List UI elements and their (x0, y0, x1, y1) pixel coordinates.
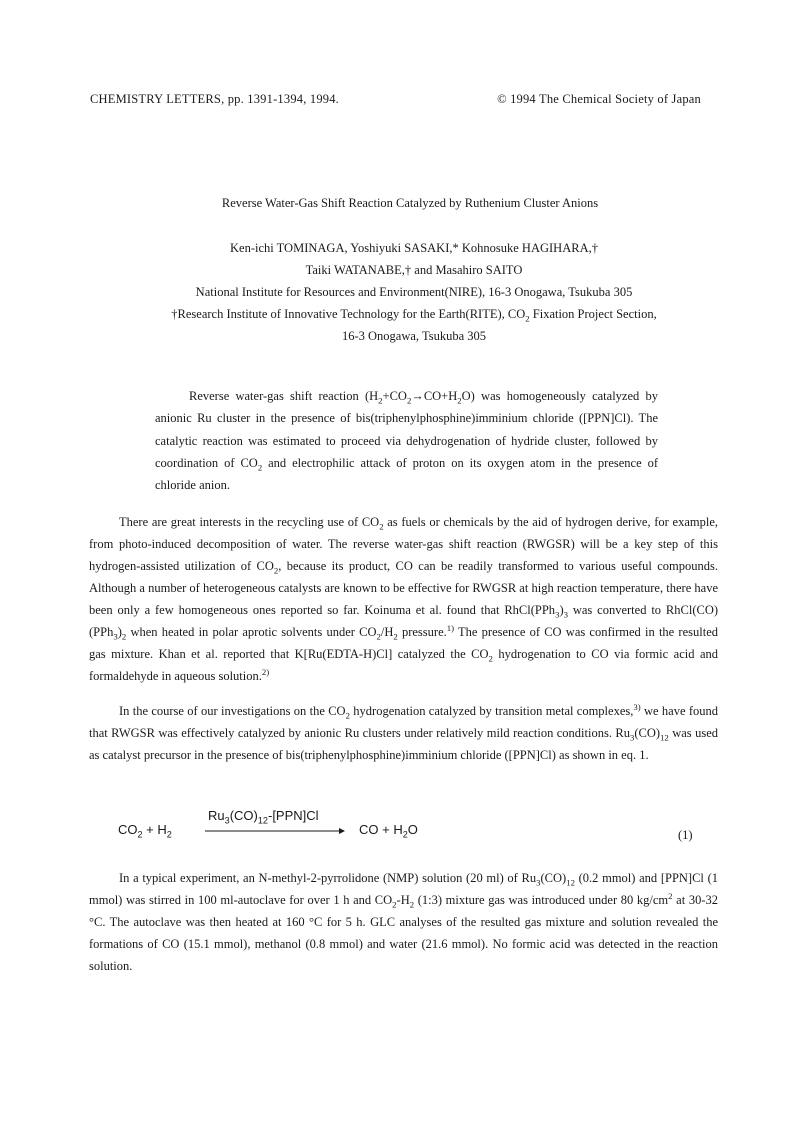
reference-1: 1) (446, 622, 455, 633)
equation-reactants: $CO_2 + H_2$ (118, 822, 172, 840)
reaction-arrow-icon (205, 827, 345, 835)
affiliation-3: 16-3 Onogawa, Tsukuba 305 (341, 329, 486, 343)
article-title: Reverse Water-Gas Shift Reaction Catalyzed by Ruthenium Cluster Anions (221, 196, 599, 210)
paragraph-investigation: In the course of our investigations on the $CO_2$ hydrogenation catalyzed by transition metal complexes,$^{3)}$ we have found that RWGSR was effectively catalyzed by anionic Ru clusters under relatively mild reaction conditions. $Ru_3(CO)_{12}$ was used as catalyst precursor in the presence of bis(triphenylphosphine)imminium chloride ([PPN]Cl) as shown in eq. 1. (89, 701, 718, 762)
journal-citation: CHEMISTRY LETTERS, pp. 1391-1394, 1994. (90, 92, 340, 106)
abstract: Reverse water-gas shift reaction $(H_2+CO_2\to CO+H_2O)$ was homogeneously catalyzed by anionic Ru cluster in the presence of bis(triphenylphosphine)imminium chloride ([PPN]Cl). The catalytic reaction was estimated to proceed via dehydrogenation of hydride cluster, followed by coordination of $CO_2$ and electrophilic attack of proton on its oxygen atom in the presence of chloride anion. (155, 389, 658, 493)
affiliation-2: †Research Institute of Innovative Technology for the Earth(RITE), $CO_2$ Fixation Project Section, (171, 307, 657, 324)
author-line-1: Ken-ichi TOMINAGA, Yoshiyuki SASAKI,* Kohnosuke HAGIHARA,† (230, 241, 598, 255)
equation-catalyst: $Ru_3(CO)_{12}-[PPN]Cl$ (208, 808, 319, 826)
author-line-2: Taiki WATANABE,† and Masahiro SAITO (305, 263, 523, 277)
copyright-notice: © 1994 The Chemical Society of Japan (497, 92, 701, 106)
paragraph-introduction: There are great interests in the recycling use of $CO_2$ as fuels or chemicals by the aid of hydrogen derive, for example, from photo-induced decomposition of water. The reverse water-gas shift reaction (RWGSR) will be a key step of this hydrogen-assisted utilization of $CO_2$, because its product, CO can be readily transformed to various useful compounds. Although a number of heterogeneous catalysts are known to be effective for RWGSR at high reaction temperature, there have been only a few homogeneous ones reported so far. Koinuma et al. found that $RhCl(PPh_3)_3$ was converted to $RhCl(CO)(PPh_3)_2$ when heated in polar aprotic solvents under $CO_2/H_2$ pressure.$^{1)}$ The presence of CO was confirmed in the resulted gas mixture. Khan et al. reported that K[Ru(EDTA-H)Cl] catalyzed the $CO_2$ hydrogenation to CO via formic acid and formaldehyde in aqueous solution.$^{2)}$ (89, 515, 719, 683)
author-block (0, 237, 793, 347)
affiliation-1: National Institute for Resources and Environment(NIRE), 16-3 Onogawa, Tsukuba 305 (195, 285, 633, 299)
equation-products: CO + $H_2O$ (359, 822, 418, 840)
reference-3: 3) (633, 701, 641, 712)
paragraph-experiment: In a typical experiment, an N-methyl-2-pyrrolidone (NMP) solution (20 ml) of $Ru_3(CO)_{12}$ (0.2 mmol) and [PPN]Cl (1 mmol) was stirred in 100 ml-autoclave for over 1 h and $CO_2-H_2$ (1:3) mixture gas was introduced under 80 $kg/cm^2$ at 30-32 °C. The autoclave was then heated at 160 °C for 5 h. GLC analyses of the resulted gas mixture and solution revealed the formations of CO (15.1 mmol), methanol (0.8 mmol) and water (21.6 mmol). No formic acid was detected in the reaction solution. (89, 871, 718, 973)
reference-2: 2) (261, 666, 270, 677)
equation-number: (1) (678, 828, 693, 842)
reaction-equation (118, 808, 718, 848)
